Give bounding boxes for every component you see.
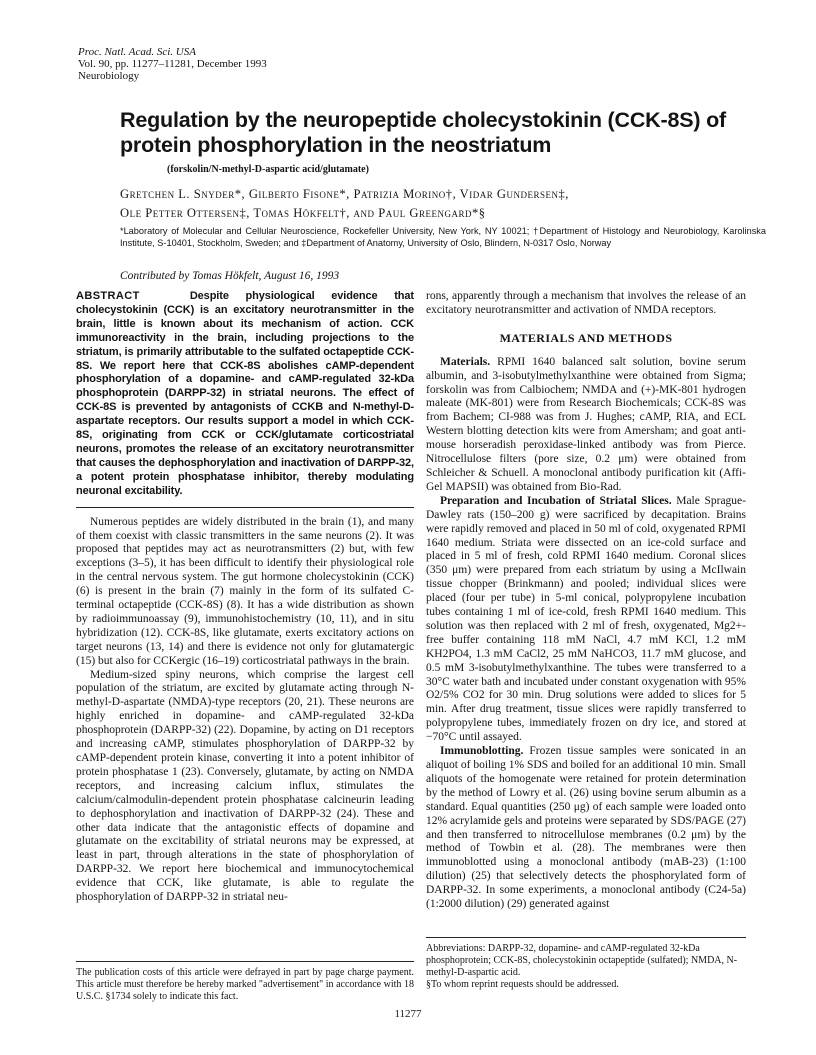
intro-paragraph-1: Numerous peptides are widely distributed in the brain (1), and many of them coexist with classic transmitters in the same neurons (2). It was proposed that peptides may act as neurotransmitters (2) but, with few exceptions (3–5), it has been difficult to identify their physiological role in the central nervous system. The gut hormone cholecystokinin (CCK) (6) is present in the brain (7) mainly in the form of its sulfated C-terminal octapeptide (CCK-8S) (8). It has a wide distribution as shown by radioimmunoassay (9), immunohistochemistry (10, 11), and in situ hybridization (12). CCK-8S, like glutamate, exerts excitatory actions on target neurons (13, 14) and there is evidence not only for glutamatergic (15) but also for CCKergic (16–19) corticostriatal pathways in the brain. xyxy=(76,515,414,667)
journal-header xyxy=(78,46,267,82)
article-title: Regulation by the neuropeptide cholecystokinin (CCK-8S) of protein phosphorylation in the neostriatum xyxy=(120,108,726,157)
left-column xyxy=(76,290,414,905)
author-line-2: Ole Petter Ottersen‡, Tomas Hökfelt†, and Paul Greengard*§ xyxy=(120,206,486,220)
preparation-subheading: Preparation and Incubation of Striatal Slices. xyxy=(440,494,672,507)
immunoblotting-subheading: Immunoblotting. xyxy=(440,745,524,758)
affiliations: *Laboratory of Molecular and Cellular Neuroscience, Rockefeller University, New York, NY 10021; †Department of Histology and Neurobiology, Karolinska Institute, S-10401, Stockholm, Sweden; and ‡Department of Anatomy, University of Oslo, Blindern, N-0317 Oslo, Norway xyxy=(120,226,766,248)
author-line-1: Gretchen L. Snyder*, Gilberto Fisone*, Patrizia Morino†, Vidar Gundersen‡, xyxy=(120,187,569,201)
preparation-paragraph xyxy=(426,495,746,745)
right-column xyxy=(426,290,746,912)
page-number: 11277 xyxy=(394,1008,422,1020)
abstract-divider xyxy=(76,507,414,508)
footnote-rule xyxy=(76,961,414,962)
footnote-rule-right xyxy=(426,937,746,938)
contributed-by: Contributed by Tomas Hökfelt, August 16, 1993 xyxy=(120,270,340,282)
preparation-text: Male Sprague-Dawley rats (150–200 g) were sacrificed by decapitation. Brains were rapidly removed and placed in 50 ml of cold, oxygenated RPMI 1640 medium. Striata were dissected on an ice-cold surface and placed in 5 ml of fresh, cold RPMI 1640 medium. Coronal slices (350 μm) were prepared from each striatum by using a McIlwain tissue chopper (Brinkmann) and pooled; individual slices were placed (four per tube) in 5-ml conical, polypropylene incubation tubes containing 1 ml of ice-cold, fresh RPMI 1640 medium. This solution was then replaced with 2 ml of fresh, oxygenated, Mg2+-free buffer containing 118 mM NaCl, 4.7 mM KCl, 1.2 mM KH2PO4, 1.3 mM CaCl2, 25 mM NaHCO3, 11.7 mM glucose, and 0.5 mM 3-isobutylmethylxanthine. The tubes were transferred to a 30°C water bath and incubated under constant oxygenation with 95% O2/5% CO2 for 30 min. Drug solutions were added to slices for 5 min. After drug treatment, tissue slices were rapidly transferred to polypropylene tubes, immediately frozen on dry ice, and stored at −70°C until assayed. xyxy=(426,494,746,744)
keywords: (forskolin/N-methyl-D-aspartic acid/glutamate) xyxy=(167,164,369,175)
abstract-label: ABSTRACT xyxy=(76,290,140,302)
abstract xyxy=(76,290,414,499)
materials-subheading: Materials. xyxy=(440,355,491,368)
materials-paragraph xyxy=(426,356,746,495)
author-list xyxy=(120,185,760,223)
section-label: Neurobiology xyxy=(78,70,140,82)
abbreviations-text: Abbreviations: DARPP-32, dopamine- and cAMP-regulated 32-kDa phosphoprotein; CCK-8S, cholecystokinin octapeptide (sulfated); NMDA, N-methyl-D-aspartic acid. xyxy=(426,943,738,978)
abbreviations-footnote xyxy=(426,937,746,991)
immunoblotting-text: Frozen tissue samples were sonicated in an aliquot of boiling 1% SDS and boiled for an additional 10 min. Small aliquots of the homogenate were retained for protein determination by the method of Lowry et al. (26) using bovine serum albumin as a standard. Equal quantities (250 μg) of each sample were loaded onto 12% acrylamide gels and proteins were separated by SDS/PAGE (27) and then transferred to nitrocellulose membranes (0.2 μm) by the method of Towbin et al. (28). The membranes were then immunoblotted using a monoclonal antibody (mAB-23) (1:100 dilution) (25) that selectively detects the phosphorylated form of DARPP-32. In some experiments, a monoclonal antibody (C24-5a) (1:2000 dilution) (29) generated against xyxy=(426,745,747,911)
immunoblotting-paragraph xyxy=(426,745,746,912)
intro-paragraph-2: Medium-sized spiny neurons, which comprise the largest cell population of the striatum, are excited by glutamate acting through N-methyl-D-aspartate (NMDA)-type receptors (20, 21). These neurons are highly enriched in dopamine- and cAMP-regulated 32-kDa phosphoprotein (DARPP-32) (22). Dopamine, by acting on D1 receptors and increasing cAMP, stimulates phosphorylation of DARPP-32 by cAMP-dependent protein kinase, converting it into a potent inhibitor of protein phosphatase 1 (23). Conversely, glutamate, by acting on NMDA receptors, and increasing calcium influx, stimulates the calcium/calmodulin-dependent protein phosphatase calcineurin leading to dephosphorylation and inactivation of DARPP-32 (24). These and other data indicate that the antagonistic effects of dopamine and glutamate on the excitability of striatal neurons may be expressed, at least in part, through alterations in the state of phosphorylation of DARPP-32. We report here biochemical and immunocytochemical evidence that CCK, like glutamate, is able to regulate the phosphorylation of DARPP-32 in striatal neu- xyxy=(76,668,414,904)
volume-line: Vol. 90, pp. 11277–11281, December 1993 xyxy=(78,58,267,70)
intro-paragraph-2-continued: rons, apparently through a mechanism that involves the release of an excitatory neurotransmitter and activation of NMDA receptors. xyxy=(426,290,746,316)
materials-text: RPMI 1640 balanced salt solution, bovine serum albumin, and 3-isobutylmethylxanthine were obtained from Sigma; forskolin was from Calbiochem; NMDA and (+)-MK-801 hydrogen maleate (MK-801) were from Research Biochemicals; CCK-8S was from Bachem; CI-988 was from J. Hughes; cAMP, RIA, and ECL Western blotting detection kits were from Amersham; and goat anti-mouse horseradish peroxidase-linked antibody was from Pierce. Nitrocellulose filters (pore size, 0.2 μm) were obtained from Schleicher & Schuell. A monoclonal antibody purification kit (Affi-Gel MAPSII) was obtained from Bio-Rad. xyxy=(426,355,746,493)
publication-cost-text: The publication costs of this article were defrayed in part by page charge payment. This article must therefore be hereby marked "advertisement" in accordance with 18 U.S.C. §1734 solely to indicate this fact. xyxy=(76,967,414,1002)
publication-cost-footnote xyxy=(76,961,414,1003)
reprint-footnote: §To whom reprint requests should be addressed. xyxy=(426,979,619,990)
journal-name: Proc. Natl. Acad. Sci. USA xyxy=(78,46,196,58)
abstract-text: Despite physiological evidence that cholecystokinin (CCK) is an excitatory neurotransmitter in the brain, little is known about its mechanism of action. CCK immunoreactivity in the brain, including projections to the striatum, is primarily attributable to the sulfated octapeptide CCK-8S. We report here that CCK-8S abolishes cAMP-dependent phosphorylation of a dopamine- and cAMP-regulated 32-kDa phosphoprotein (DARPP-32) in striatal neurons. The effect of CCK-8S is prevented by antagonists of CCKB and N-methyl-D-aspartate receptors. Our results support a model in which CCK-8S, originating from CCK or CCK/glutamate corticostriatal neurons, promotes the release of an excitatory neurotransmitter that causes the dephosphorylation and inactivation of DARPP-32, a potent protein phosphatase inhibitor, thereby modulating neuronal excitability. xyxy=(76,290,414,497)
methods-heading: MATERIALS AND METHODS xyxy=(499,330,673,345)
